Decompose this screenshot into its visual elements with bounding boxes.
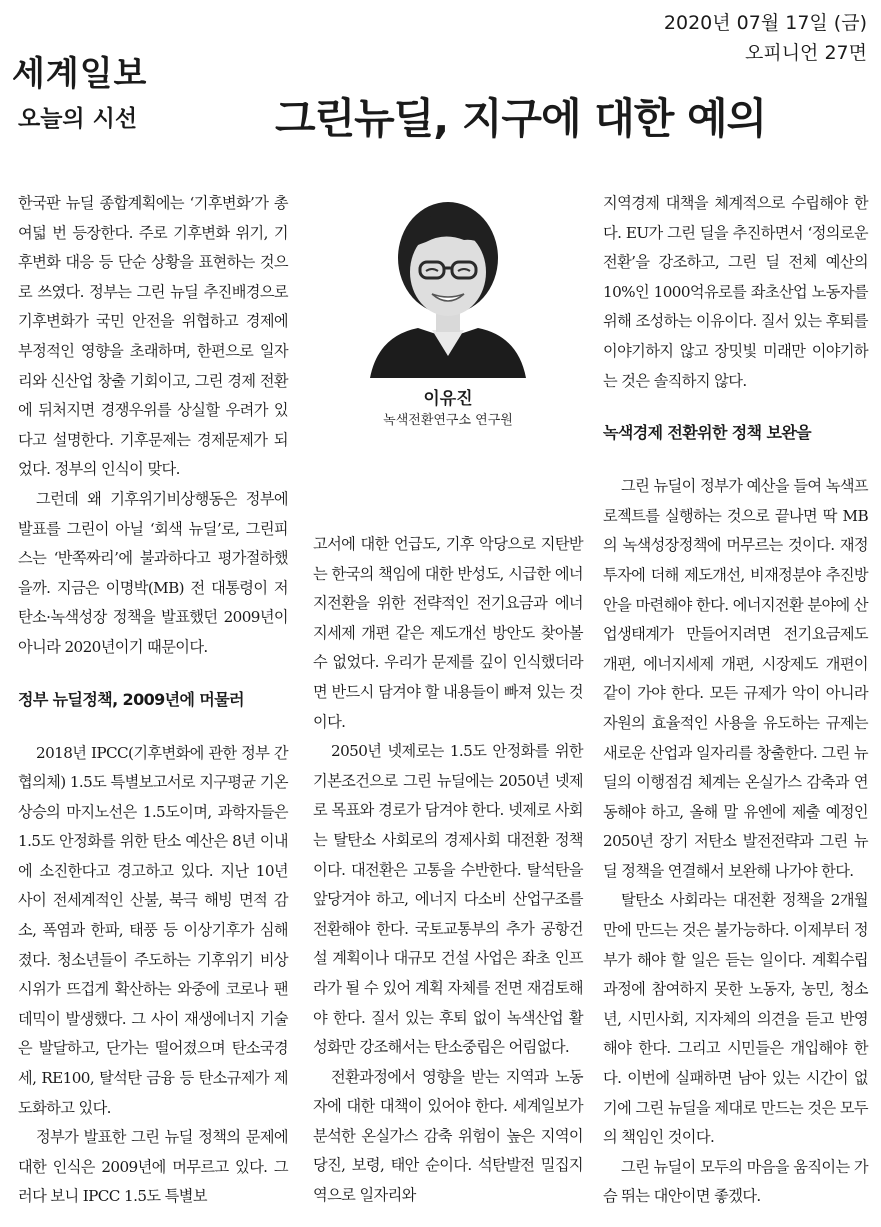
article-headline: 그린뉴딜, 지구에 대한 예의 — [275, 94, 767, 143]
section-page: 오피니언 27면 — [745, 42, 867, 64]
dateline — [664, 8, 867, 68]
subheading: 정부 뉴딜정책, 2009년에 머물러 — [18, 689, 244, 709]
paragraph: 그런데 왜 기후위기비상행동은 정부에 발표를 그린이 아닐 ‘회색 뉴딜’로, 그린피스는 ‘반쪽짜리’에 불과하다고 평가절하했을까. 지금은 이명박(MB) 전 대통령이 저탄소·녹색성장 정책을 발표했던 2009년이 아니라 2020년이기 때문이다. — [18, 489, 288, 656]
subheading: 녹색경제 전환위한 정책 보완을 — [603, 423, 812, 443]
author-name: 이유진 — [423, 389, 473, 409]
paragraph: 정부가 발표한 그린 뉴딜 정책의 문제에 대한 인식은 2009년에 머무르고 있다. 그러다 보니 IPCC 1.5도 특별보 — [18, 1128, 288, 1206]
article-column-3 — [603, 189, 868, 1212]
paragraph: 그린 뉴딜이 정부가 예산을 들여 녹색프로젝트를 실행하는 것으로 끝나면 딱 MB의 녹색성장정책에 머무르는 것이다. 재정투자에 더해 제도개선, 비재정분야 추진방안을 마련해야 한다. 에너지전환 분야에 산업생태계가 만들어지려면 전기요금제도 개편, 에너지세제 개편, 시장제도 개편이 같이 가야 한다. 모든 규제가 악이 아니라 자원의 효율적인 사용을 유도하는 규제는 새로운 산업과 일자리를 창출한다. 그린 뉴딜의 이행점검 체계는 온실가스 감축과 연동해야 하고, 올해 말 유엔에 제출 예정인 2050년 장기 저탄소 발전전략과 그린 뉴딜 정책을 연결해서 보완해 나가야 한다. — [603, 477, 868, 880]
paragraph: 지역경제 대책을 체계적으로 수립해야 한다. EU가 그린 딜을 추진하면서 ‘정의로운 전환’을 강조하고, 그린 딜 전체 예산의 10%인 1000억유로를 좌초산업 노동자를 위해 조성하는 이유이다. 질서 있는 후퇴를 이야기하지 않고 장밋빛 미래만 이야기하는 것은 솔직하지 않다. — [603, 194, 868, 390]
column-kicker: 오늘의 시선 — [18, 106, 138, 132]
paragraph: 탈탄소 사회라는 대전환 정책을 2개월 만에 만드는 것은 불가능하다. 이제부터 정부가 해야 할 일은 듣는 일이다. 계획수립 과정에 참여하지 못한 노동자, 농민, 청소년, 시민사회, 지자체의 의견을 듣고 반영해야 한다. 그리고 시민들은 개입해야 한다. 이번에 실패하면 남아 있는 시간이 없기에 그린 뉴딜을 제대로 만드는 것은 모두의 책임인 것이다. — [603, 891, 868, 1147]
paragraph: 2050년 넷제로는 1.5도 안정화를 위한 기본조건으로 그린 뉴딜에는 2050년 넷제로 목표와 경로가 담겨야 한다. 넷제로 사회는 탈탄소 사회로의 경제사회 대전환 정책이다. 대전환은 고통을 수반한다. 탈석탄을 앞당겨야 하고, 에너지 다소비 산업구조를 전환해야 한다. 국토교통부의 추가 공항건설 계획이나 대규모 건설 사업은 좌초 인프라가 될 수 있어 계획 자체를 전면 재검토해야 한다. 질서 있는 후퇴 없이 녹색산업 활성화만 강조해서는 탄소중립은 어림없다. — [313, 742, 583, 1057]
paragraph: 한국판 뉴딜 종합계획에는 ‘기후변화’가 총 여덟 번 등장한다. 주로 기후변화 위기, 기후변화 대응 등 단순 상황을 표현하는 것으로 쓰였다. 정부는 그린 뉴딜 추진배경으로 기후변화가 국민 안전을 위협하고 경제에 부정적인 영향을 초래하며, 한편으로 일자리와 신산업 창출 기회이고, 그린 경제 전환에 뒤처지면 경쟁우위를 상실할 우려가 있다고 설명한다. 기후문제는 경제문제가 되었다. 정부의 인식이 맞다. — [18, 194, 288, 479]
paragraph: 전환과정에서 영향을 받는 지역과 노동자에 대한 대책이 있어야 한다. 세계일보가 분석한 온실가스 감축 위험이 높은 지역이 당진, 보령, 태안 순이다. 석탄발전 밀집지역으로 일자리와 — [313, 1067, 583, 1205]
article-column-1 — [18, 189, 288, 1212]
author-portrait-illustration — [368, 196, 528, 378]
author-title: 녹색전환연구소 연구원 — [383, 413, 513, 428]
newspaper-masthead: 세계일보 — [12, 54, 148, 94]
article-column-2 — [313, 530, 583, 1211]
paragraph: 2018년 IPCC(기후변화에 관한 정부 간 협의체) 1.5도 특별보고서로 지구평균 기온 상승의 마지노선은 1.5도이며, 과학자들은 1.5도 안정화를 위한 탄소 예산은 8년 이내에 소진한다고 경고하고 있다. 지난 10년 사이 전세계적인 산불, 북극 해빙 면적 감소, 폭염과 한파, 태풍 등 이상기후가 심해졌다. 청소년들이 주도하는 기후위기 비상시위가 뜨겁게 확산하는 와중에 코로나 팬데믹이 발생했다. 그 사이 재생에너지 기술은 발달하고, 단가는 떨어졌으며 탄소국경세, RE100, 탈석탄 금융 등 탄소규제가 제도화하고 있다. — [18, 743, 288, 1117]
author-photo — [368, 196, 528, 378]
paragraph: 그린 뉴딜이 모두의 마음을 움직이는 가슴 뛰는 대안이면 좋겠다. — [603, 1157, 868, 1206]
paragraph: 고서에 대한 언급도, 기후 악당으로 지탄받는 한국의 책임에 대한 반성도, 시급한 에너지전환을 위한 전략적인 전기요금과 에너지세제 개편 같은 제도개선 방안도 찾아볼 수 없었다. 우리가 문제를 깊이 인식했더라면 반드시 담겨야 할 내용들이 빠져 있는 것이다. — [313, 535, 583, 731]
publication-date: 2020년 07월 17일 (금) — [663, 12, 867, 34]
